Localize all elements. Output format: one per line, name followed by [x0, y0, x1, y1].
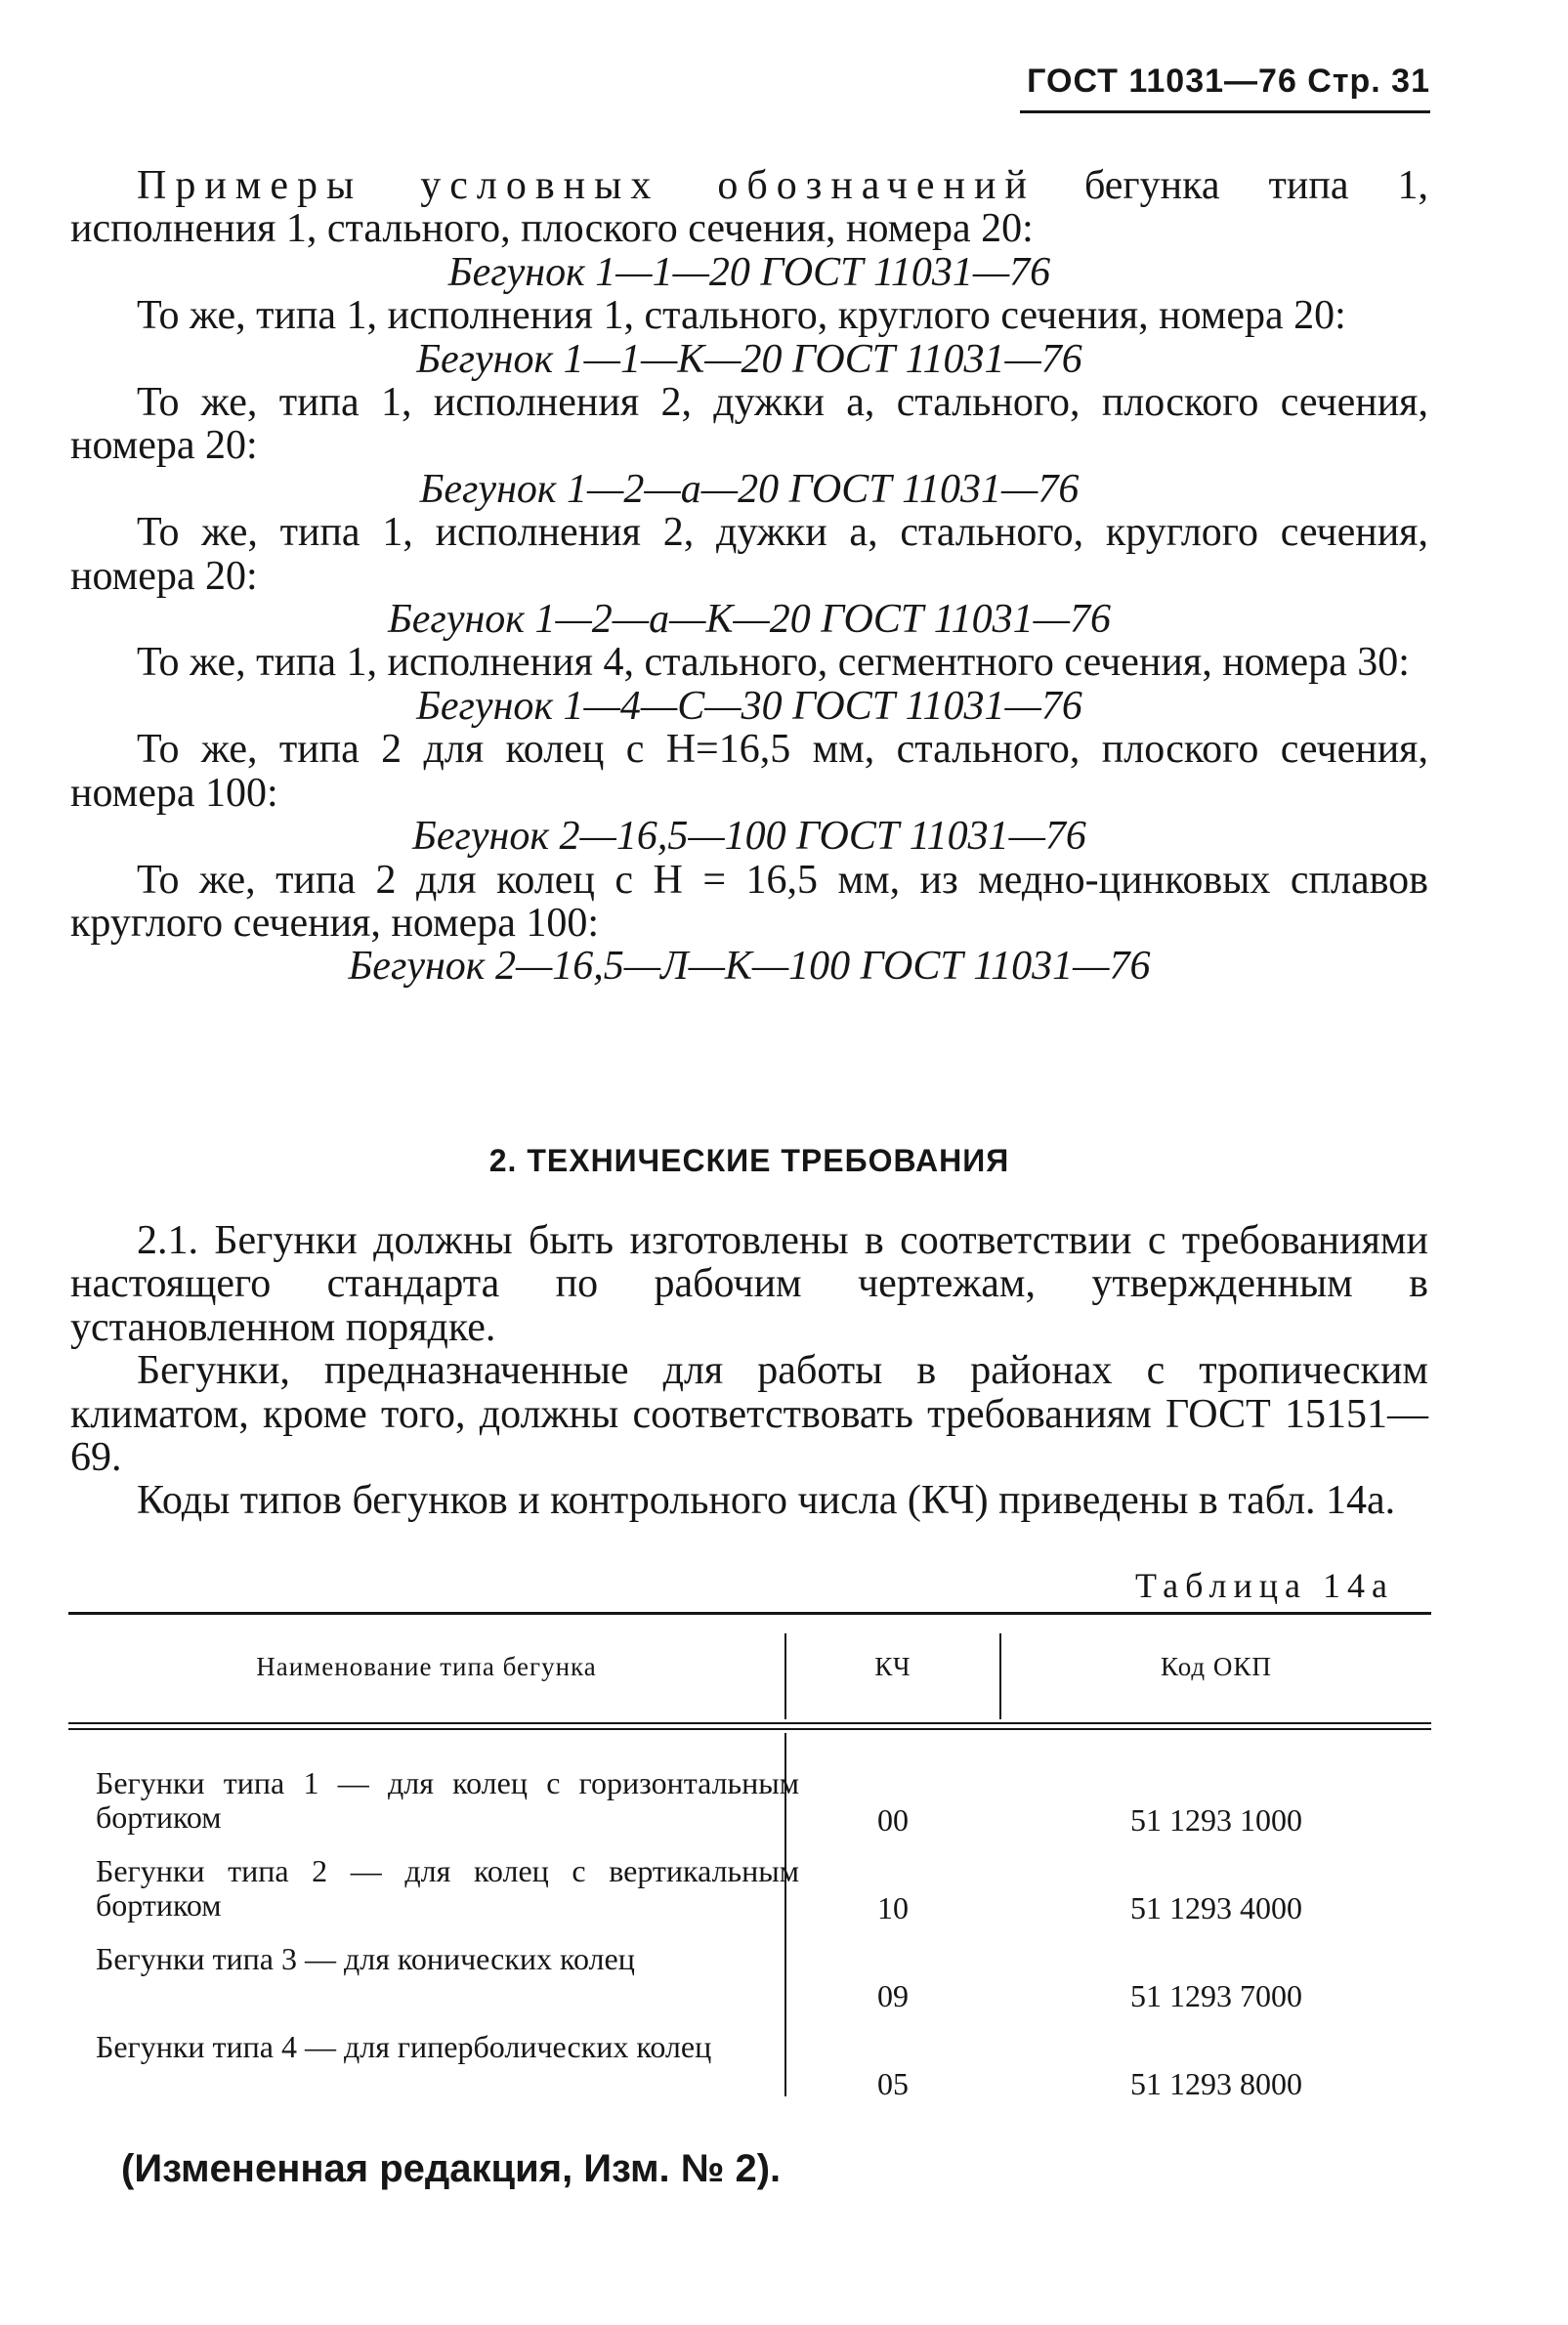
paragraph-2-1: 2.1. Бегунки должны быть изготовлены в соответствии с требованиями настоящего стандарта по рабочим чертежам, утвержденным в установленном порядке. — [70, 1218, 1428, 1350]
designation-code: Бегунок 2—16,5—Л—К—100 ГОСТ 11031—76 — [348, 944, 1151, 990]
section-title: 2. ТЕХНИЧЕСКИЕ ТРЕБОВАНИЯ — [488, 1143, 1010, 1178]
example-text: То же, типа 1, исполнения 4, стального, сегментного сечения, номера 30: — [137, 640, 1410, 686]
example-intro-spaced: Примеры условных обозначений — [137, 163, 1036, 208]
column-header-kch: КЧ — [874, 1652, 911, 1681]
requirements-block — [70, 1219, 1428, 1523]
designation-code: Бегунок 1—2—а—К—20 ГОСТ 11031—76 — [388, 597, 1111, 643]
header-rule — [1020, 110, 1430, 113]
example-text: То же, типа 1, исполнения 2, дужки а, стального, плоского сечения, номера 20: — [70, 380, 1428, 469]
example-text: То же, типа 1, исполнения 1, стального, круглого сечения, номера 20: — [137, 293, 1346, 339]
row-type-name: Бегунки типа 3 — для конических колец — [96, 1941, 635, 1976]
row-type-name: Бегунки типа 4 — для гиперболических колец — [96, 2029, 712, 2064]
row-kch: 00 — [877, 1802, 909, 1838]
paragraph-tropical: Бегунки, предназначенные для работы в районах с тропическим климатом, кроме того, должны соответствовать требованиям ГОСТ 15151—69. — [70, 1348, 1428, 1481]
column-header-name: Наименование типа бегунка — [256, 1652, 597, 1681]
row-okp-code: 51 1293 4000 — [1130, 1890, 1302, 1925]
amendment-note: (Измененная редакция, Изм. № 2). — [121, 2147, 782, 2190]
example-text: То же, типа 2 для колец с H = 16,5 мм, из медно-цинковых сплавов круглого сечения, номера 100: — [70, 857, 1428, 946]
row-okp-code: 51 1293 8000 — [1130, 2066, 1302, 2101]
paragraph-codes: Коды типов бегунков и контрольного числа (КЧ) приведены в табл. 14а. — [137, 1478, 1396, 1524]
examples-block — [70, 164, 1428, 989]
table-caption: Таблица 14а — [1135, 1566, 1394, 1605]
row-okp-code: 51 1293 7000 — [1130, 1978, 1302, 2013]
designation-code: Бегунок 1—2—а—20 ГОСТ 11031—76 — [419, 466, 1080, 512]
row-kch: 10 — [877, 1890, 909, 1925]
column-header-okp: Код ОКП — [1161, 1652, 1272, 1681]
designation-code: Бегунок 1—1—20 ГОСТ 11031—76 — [447, 249, 1051, 295]
designation-code: Бегунок 1—4—С—30 ГОСТ 11031—76 — [416, 683, 1082, 729]
row-kch: 05 — [877, 2066, 909, 2101]
example-text: То же, типа 2 для колец с H=16,5 мм, стального, плоского сечения, номера 100: — [70, 727, 1428, 816]
row-okp-code: 51 1293 1000 — [1130, 1802, 1302, 1838]
example-intro-rest: бегунка типа 1, исполнения 1, стального, плоского сечения, номера 20: — [70, 163, 1428, 252]
row-type-name: Бегунки типа 2 — для колец с вертикальным бортиком — [96, 1853, 799, 1923]
example-text: То же, типа 1, исполнения 2, дужки а, стального, круглого сечения, номера 20: — [70, 510, 1428, 599]
table-header-rule — [68, 1722, 1431, 1724]
page-header: ГОСТ 11031—76 Стр. 31 — [1027, 63, 1430, 100]
designation-code: Бегунок 2—16,5—100 ГОСТ 11031—76 — [412, 814, 1086, 860]
row-kch: 09 — [877, 1978, 909, 2013]
row-type-name: Бегунки типа 1 — для колец с горизонтальным бортиком — [96, 1765, 799, 1835]
table-header-rule — [68, 1728, 1431, 1730]
example-intro — [70, 164, 1428, 251]
codes-table — [68, 1612, 1431, 2115]
designation-code: Бегунок 1—1—К—20 ГОСТ 11031—76 — [416, 336, 1082, 382]
